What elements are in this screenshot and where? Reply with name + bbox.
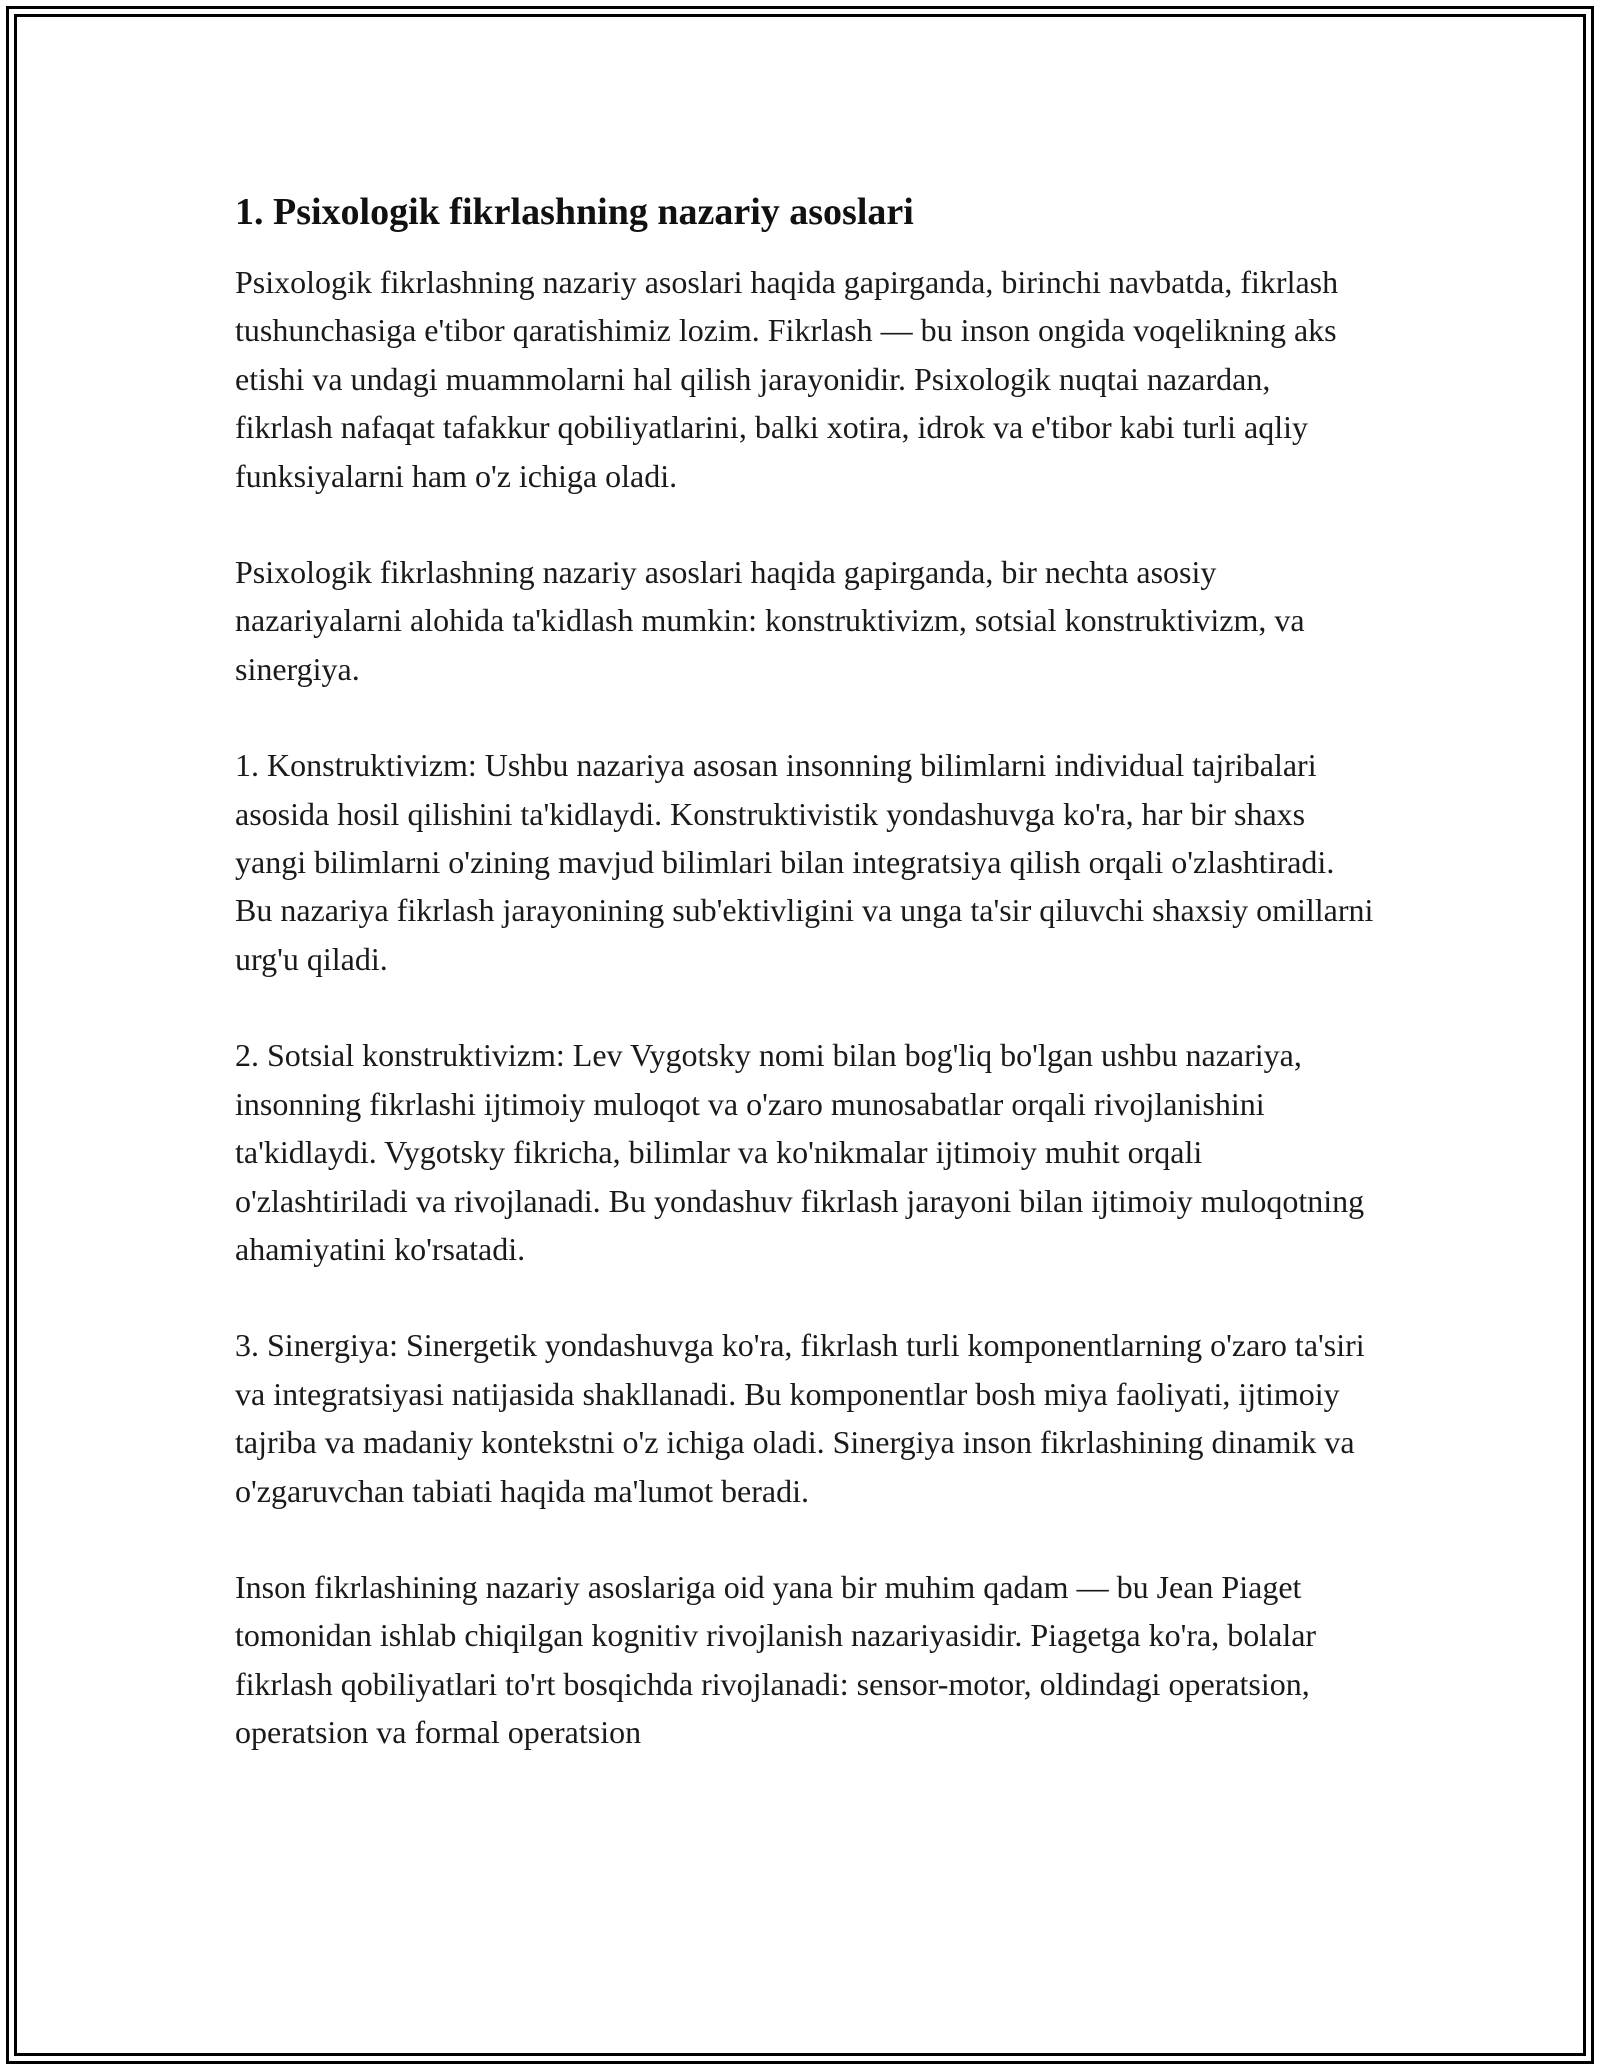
document-body: [235, 188, 1375, 1757]
paragraph-theories: Psixologik fikrlashning nazariy asoslari haqida gapirganda, bir nechta asosiy nazariyalarni alohida ta'kidlash mumkin: konstruktivizm, sotsial konstruktivizm, va sinergiya.: [235, 554, 1305, 687]
paragraph-piaget: Inson fikrlashining nazariy asoslariga oid yana bir muhim qadam — bu Jean Piaget tomonidan ishlab chiqilgan kognitiv rivojlanish nazariyasidir. Piagetga ko'ra, bolalar fikrlash qobiliyatlari to'rt bosqichda rivojlanadi: sensor-motor, oldindagi operatsion, operatsion va formal operatsion: [235, 1568, 1317, 1751]
paragraph-intro: Psixologik fikrlashning nazariy asoslari haqida gapirganda, birinchi navbatda, fikrlash tushunchasiga e'tibor qaratishimiz lozim. Fikrlash — bu inson ongida voqelikning aks etishi va undagi muammolarni hal qilish jarayonidir. Psixologik nuqtai nazardan, fikrlash nafaqat tafakkur qobiliyatlarini, balki xotira, idrok va e'tibor kabi turli aqliy funksiyalarni ham o'z ichiga oladi.: [235, 264, 1339, 494]
paragraph-social-constructivism: 2. Sotsial konstruktivizm: Lev Vygotsky nomi bilan bog'liq bo'lgan ushbu nazariya, insonning fikrlashi ijtimoiy muloqot va o'zaro munosabatlar orqali rivojlanishini ta'kidlaydi. Vygotsky fikricha, bilimlar va ko'nikmalar ijtimoiy muhit orqali o'zlashtiriladi va rivojlanadi. Bu yondashuv fikrlash jarayoni bilan ijtimoiy muloqotning ahamiyatini ko'rsatadi.: [235, 1037, 1365, 1267]
paragraph-synergy: 3. Sinergiya: Sinergetik yondashuvga ko'ra, fikrlash turli komponentlarning o'zaro ta'siri va integratsiyasi natijasida shakllanadi. Bu komponentlar bosh miya faoliyati, ijtimoiy tajriba va madaniy kontekstni o'z ichiga oladi. Sinergiya inson fikrlashining dinamik va o'zgaruvchan tabiati haqida ma'lumot beradi.: [235, 1327, 1365, 1509]
section-heading: 1. Psixologik fikrlashning nazariy asoslari: [235, 191, 914, 233]
paragraph-constructivism: 1. Konstruktivizm: Ushbu nazariya asosan insonning bilimlarni individual tajribalari asosida hosil qilishini ta'kidlaydi. Konstruktivistik yondashuvga ko'ra, har bir shaxs yangi bilimlarni o'zining mavjud bilimlari bilan integratsiya qilish orqali o'zlashtiradi. Bu nazariya fikrlash jarayonining sub'ektivligini va unga ta'sir qiluvchi shaxsiy omillarni urg'u qiladi.: [235, 747, 1374, 977]
